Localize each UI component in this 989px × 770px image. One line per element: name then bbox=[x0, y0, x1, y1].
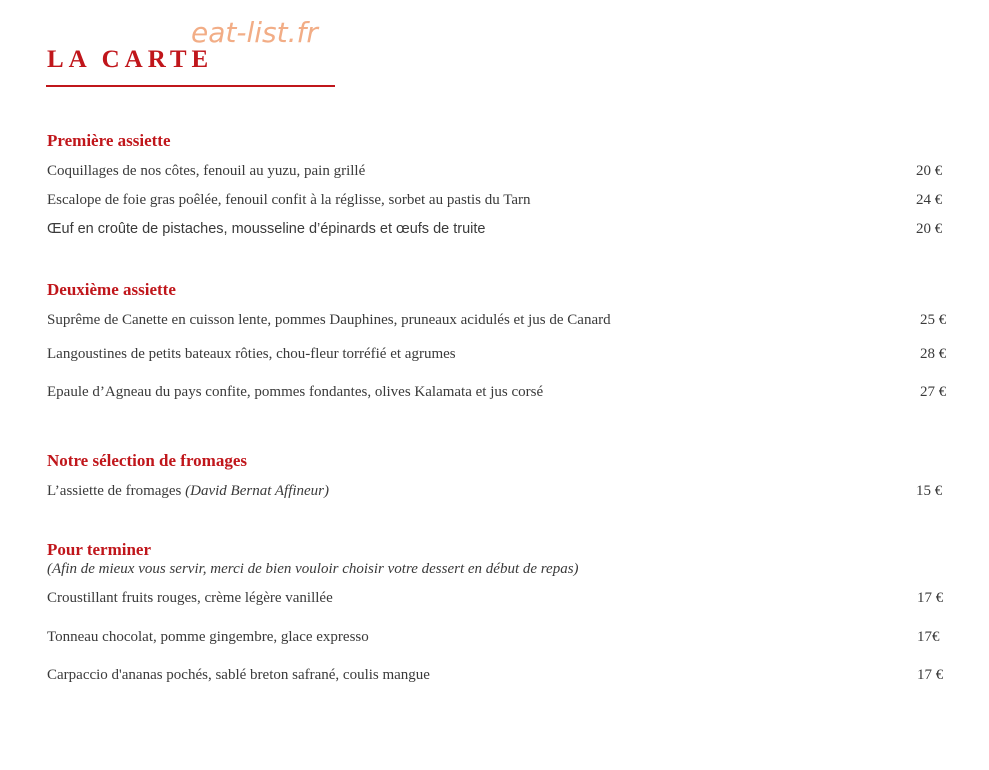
section-title-pour-terminer: Pour terminer bbox=[47, 540, 152, 559]
menu-item bbox=[47, 382, 949, 402]
dish-label: L’assiette de fromages bbox=[47, 483, 186, 499]
menu-item bbox=[47, 588, 949, 608]
section-title-deuxieme-assiette: Deuxième assiette bbox=[47, 280, 176, 299]
menu-item bbox=[47, 190, 949, 210]
dish-name: Tonneau chocolat, pomme gingembre, glace expresso bbox=[47, 629, 369, 645]
dish-price: 20 € bbox=[916, 221, 943, 237]
dish-name: Croustillant fruits rouges, crème légère vanillée bbox=[47, 590, 333, 606]
menu-item bbox=[47, 481, 949, 501]
dish-price: 17 € bbox=[917, 667, 944, 683]
dish-name: Langoustines de petits bateaux rôties, chou-fleur torréfié et agrumes bbox=[47, 346, 456, 362]
dish-price: 17 € bbox=[917, 590, 944, 606]
menu-item bbox=[47, 310, 949, 330]
dish-price: 20 € bbox=[916, 163, 943, 179]
dish-name: Suprême de Canette en cuisson lente, pommes Dauphines, pruneaux acidulés et jus de Canard bbox=[47, 312, 611, 328]
dish-name: Epaule d’Agneau du pays confite, pommes fondantes, olives Kalamata et jus corsé bbox=[47, 384, 544, 400]
menu-item bbox=[47, 665, 949, 685]
dish-price: 17€ bbox=[917, 629, 940, 645]
dessert-note: (Afin de mieux vous servir, merci de bien vouloir choisir votre dessert en début de repas) bbox=[47, 561, 579, 577]
dish-price: 27 € bbox=[920, 384, 947, 400]
menu-item bbox=[47, 161, 949, 181]
section-title-premiere-assiette: Première assiette bbox=[47, 131, 171, 150]
dish-name: Escalope de foie gras poêlée, fenouil confit à la réglisse, sorbet au pastis du Tarn bbox=[47, 192, 531, 208]
affineur-credit: (David Bernat Affineur) bbox=[185, 483, 330, 499]
menu-item bbox=[47, 344, 949, 364]
dish-name: Carpaccio d'ananas pochés, sablé breton safrané, coulis mangue bbox=[47, 667, 430, 683]
watermark: eat-list.fr bbox=[191, 16, 318, 49]
menu-item bbox=[47, 627, 949, 647]
section-title-fromages: Notre sélection de fromages bbox=[47, 451, 248, 470]
dish-price: 24 € bbox=[916, 192, 943, 208]
dish-price: 25 € bbox=[920, 312, 947, 328]
dish-price: 15 € bbox=[916, 483, 943, 499]
page-title: LA CARTE bbox=[47, 46, 214, 73]
title-underline bbox=[46, 85, 335, 87]
dish-price: 28 € bbox=[920, 346, 947, 362]
dish-name: Coquillages de nos côtes, fenouil au yuzu, pain grillé bbox=[47, 163, 366, 179]
menu-item bbox=[47, 219, 949, 239]
dish-name bbox=[47, 481, 329, 501]
dish-name: Œuf en croûte de pistaches, mousseline d’épinards et œufs de truite bbox=[47, 221, 486, 237]
